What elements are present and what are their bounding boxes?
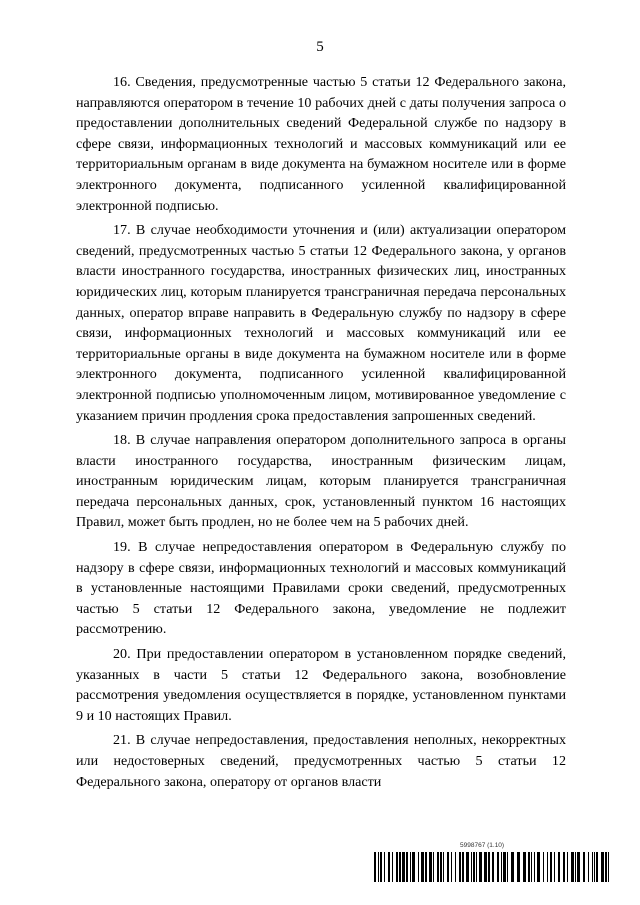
barcode-bars (374, 852, 610, 882)
paragraph-21: 21. В случае непредоставления, предоставления неполных, некорректных или недостоверных сведений, предусмотренных частью 5 статьи 12 Федерального закона, оператору от органов власти (76, 732, 566, 790)
page-number: 5 (316, 39, 324, 55)
paragraph-17: 17. В случае необходимости уточнения и (или) актуализации оператором сведений, предусмотренных частью 5 статьи 12 Федерального закона, у органов власти иностранного государства, иностранных физических лиц, иностранных юридических лиц, которым планируется трансграничная передача персональных данных, оператор вправе направить в Федеральную службу по надзору в сфере связи, информационных технологий и массовых коммуникаций или ее территориальные органы в виде документа на бумажном носителе или в форме электронного документа, подписанного усиленной квалифицированной электронной подписью уполномоченным лицом, мотивированное уведомление с указанием причин продления срока предоставления запрошенных сведений. (76, 222, 566, 424)
paragraph-18: 18. В случае направления оператором дополнительного запроса в органы власти иностранного государства, иностранным физическим лицам, иностранным юридическим лицам, которым планируется трансграничная передача персональных данных, срок, установленный пунктом 16 настоящих Правил, может быть продлен, но не более чем на 5 рабочих дней. (76, 432, 566, 531)
document-body (76, 72, 566, 796)
barcode (374, 840, 610, 882)
paragraph-16: 16. Сведения, предусмотренные частью 5 статьи 12 Федерального закона, направляются оператором в течение 10 рабочих дней с даты получения запроса о предоставлении дополнительных сведений Федеральной службе по надзору в сфере связи, информационных технологий и массовых коммуникаций или ее территориальным органам в виде документа на бумажном носителе или в форме электронного документа, подписанного усиленной квалифицированной электронной подписью. (76, 74, 566, 214)
paragraph-20: 20. При предоставлении оператором в установленном порядке сведений, указанных в части 5 статьи 12 Федерального закона, возобновление рассмотрения уведомления осуществляется в порядке, установленном пунктами 9 и 10 настоящих Правил. (76, 646, 566, 724)
barcode-label: 5998767 (1.10) (460, 842, 505, 849)
paragraph-19: 19. В случае непредоставления оператором в Федеральную службу по надзору в сфере связи, информационных технологий и массовых коммуникаций в установленные настоящими Правилами сроки сведений, предусмотренных частью 5 статьи 12 Федерального закона, уведомление не подлежит рассмотрению. (76, 539, 566, 638)
